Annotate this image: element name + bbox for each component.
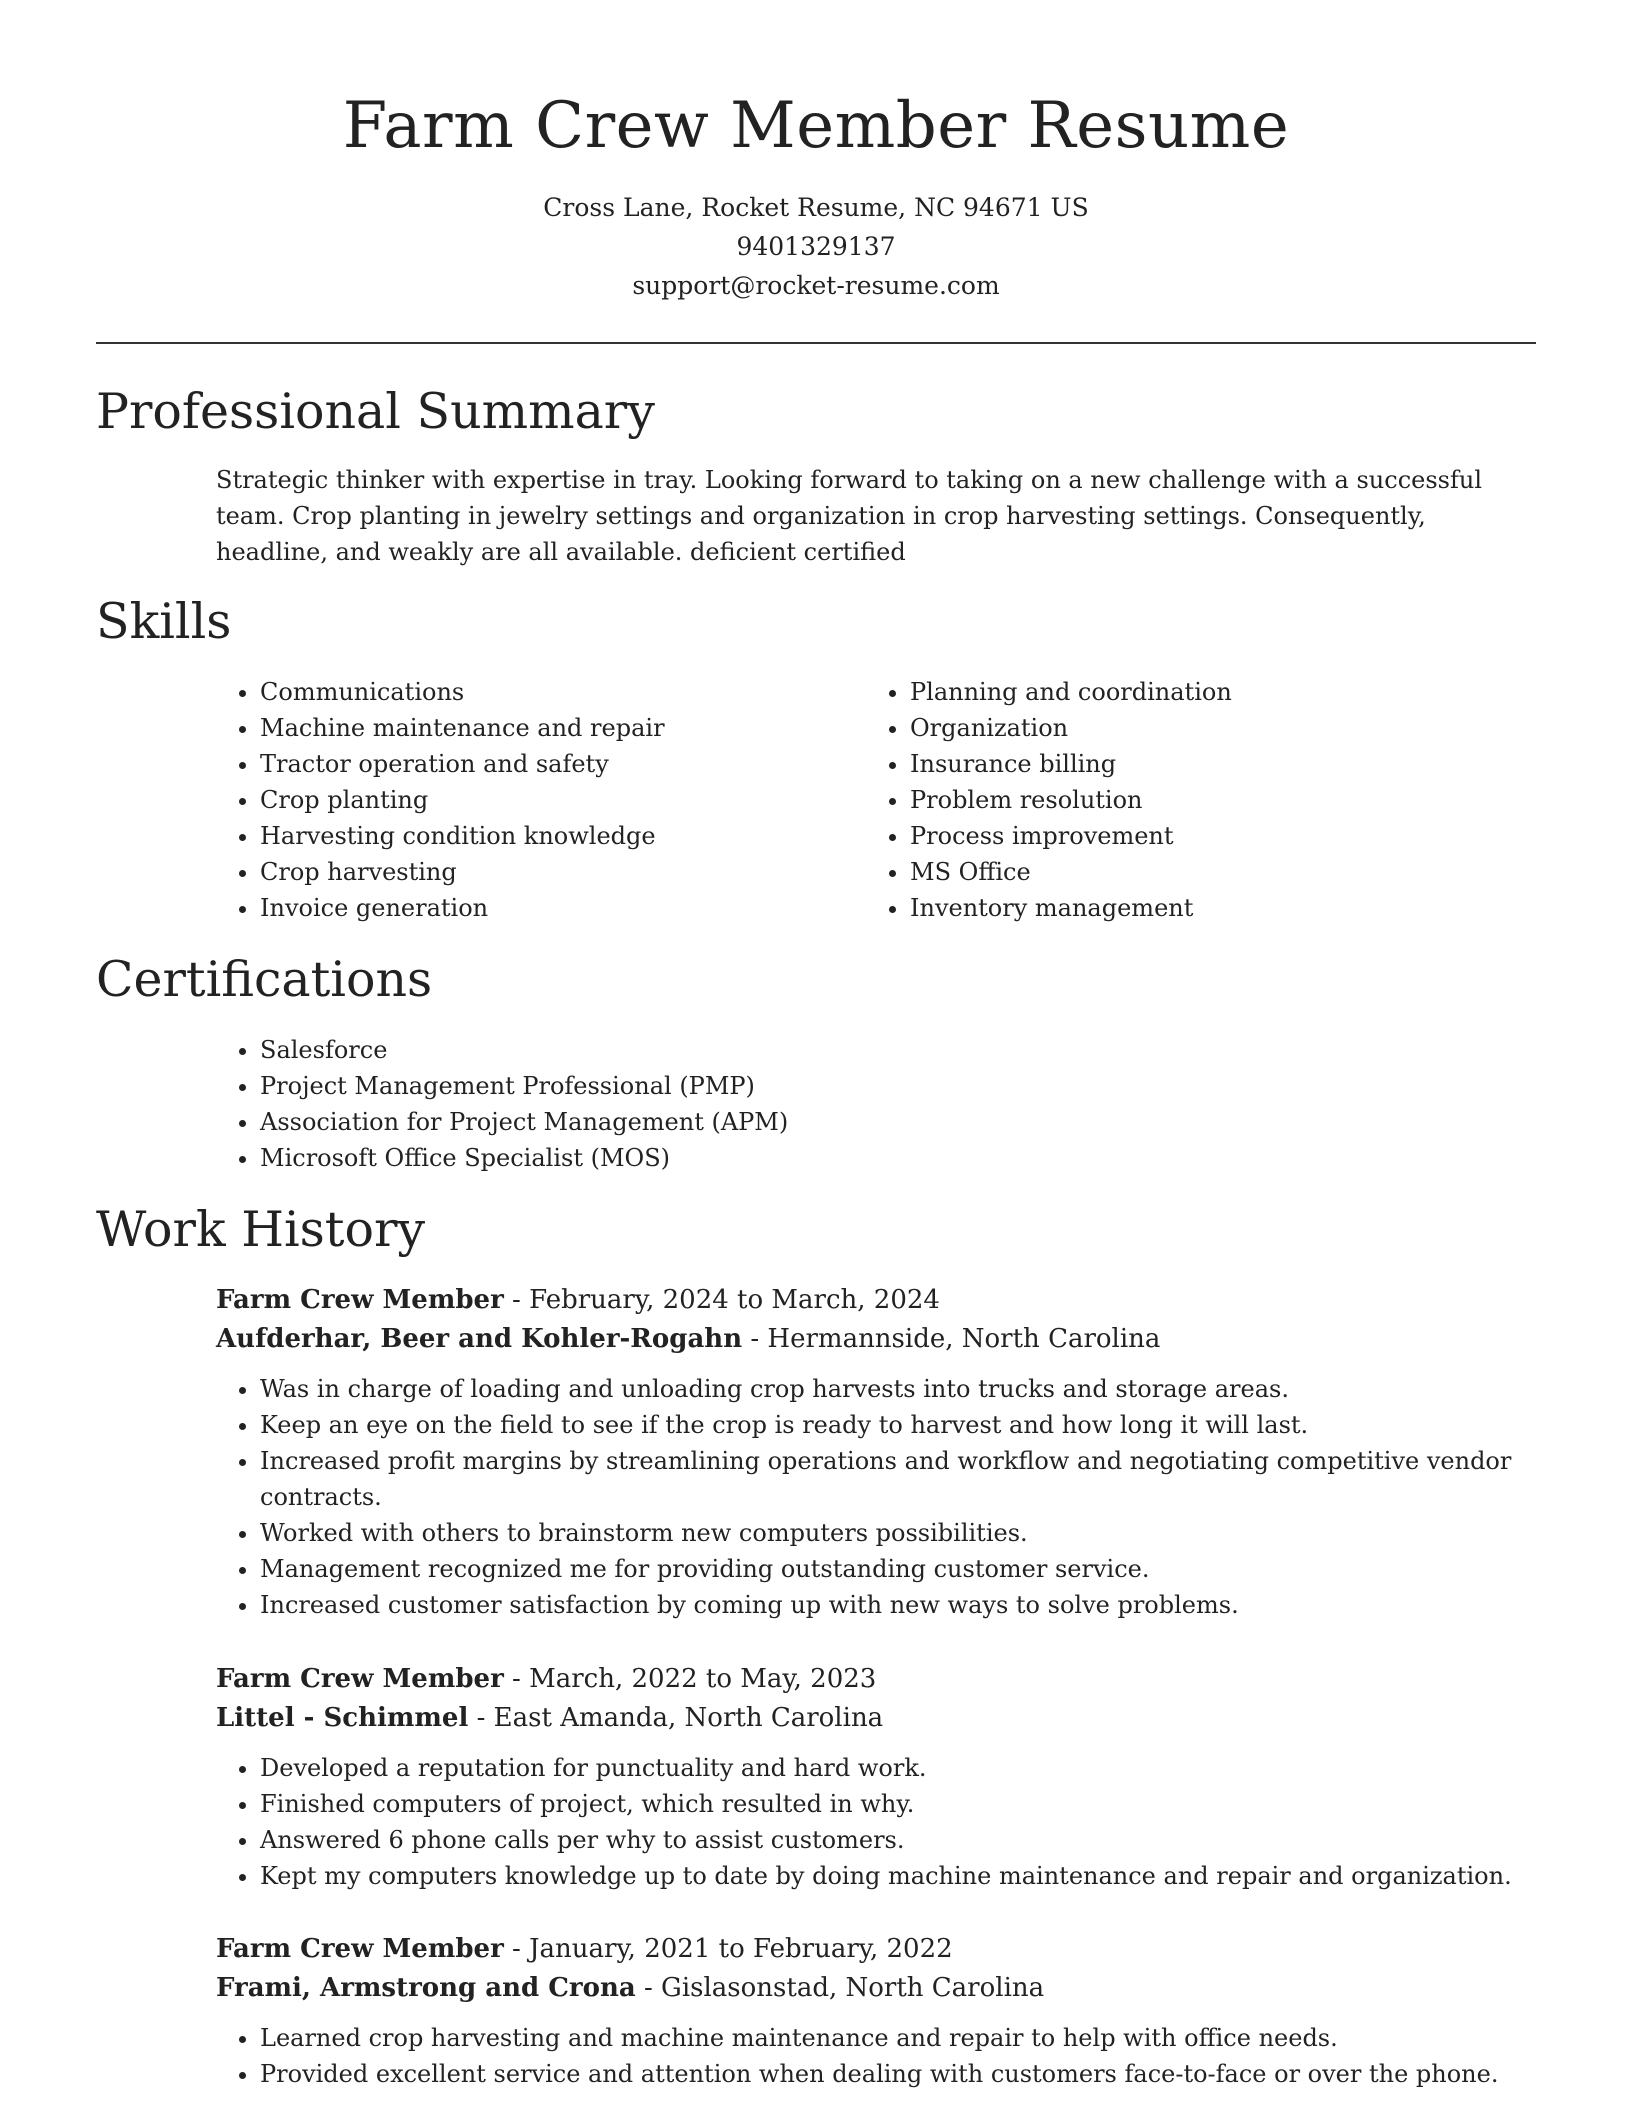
certification-item: • Salesforce <box>260 1032 1216 1068</box>
job-company-line: Frami, Armstrong and Crona - Gislasonstad, North Carolina <box>216 1973 1045 2003</box>
job-location: East Amanda, North Carolina <box>493 1703 884 1733</box>
contact-address: Cross Lane, Rocket Resume, NC 94671 US <box>543 193 1089 222</box>
job-bullets <box>216 2020 1536 2092</box>
skill-item: • Communications <box>260 674 816 710</box>
work-history-heading: Work History <box>96 1201 426 1258</box>
job-title-line: Farm Crew Member - March, 2022 to May, 2023 <box>216 1664 877 1694</box>
header-divider <box>96 342 1536 344</box>
skills-heading: Skills <box>96 593 232 650</box>
job-bullet: • Management recognized me for providing outstanding customer service. <box>260 1551 1536 1587</box>
job-bullet: • Developed a reputation for punctuality and hard work. <box>260 1750 1536 1786</box>
job-company: Littel - Schimmel <box>216 1703 469 1733</box>
job-company-line: Aufderhar, Beer and Kohler-Rogahn - Hermannside, North Carolina <box>216 1324 1161 1354</box>
job-entry <box>216 1930 1536 2092</box>
job-bullet: • Learned crop harvesting and machine maintenance and repair to help with office needs. <box>260 2020 1536 2056</box>
certifications-heading: Certifications <box>96 951 433 1008</box>
job-entry <box>216 1281 1536 1623</box>
skill-item: • Crop harvesting <box>260 854 816 890</box>
job-bullet: • Increased customer satisfaction by coming up with new ways to solve problems. <box>260 1587 1536 1623</box>
job-company: Frami, Armstrong and Crona <box>216 1973 636 2003</box>
certifications-list <box>216 1032 1216 1176</box>
job-role: Farm Crew Member <box>216 1664 504 1694</box>
summary-heading: Professional Summary <box>96 383 655 440</box>
job-role: Farm Crew Member <box>216 1934 504 1964</box>
job-dates: March, 2022 to May, 2023 <box>529 1664 877 1694</box>
skill-item: • Invoice generation <box>260 890 816 926</box>
job-bullet: • Kept my computers knowledge up to date by doing machine maintenance and repair and organization. <box>260 1858 1536 1894</box>
skills-column-right <box>866 674 1466 926</box>
skill-item: • Insurance billing <box>910 746 1466 782</box>
skill-item: • Tractor operation and safety <box>260 746 816 782</box>
job-company: Aufderhar, Beer and Kohler-Rogahn <box>216 1324 743 1354</box>
job-company-line: Littel - Schimmel - East Amanda, North Carolina <box>216 1703 884 1733</box>
job-bullets <box>216 1371 1536 1623</box>
skill-item: • Harvesting condition knowledge <box>260 818 816 854</box>
contact-phone: 9401329137 <box>736 232 896 261</box>
skill-item: • Machine maintenance and repair <box>260 710 816 746</box>
job-title-line: Farm Crew Member - February, 2024 to March, 2024 <box>216 1285 940 1315</box>
job-bullet: • Worked with others to brainstorm new computers possibilities. <box>260 1515 1536 1551</box>
job-bullet: • Finished computers of project, which resulted in why. <box>260 1786 1536 1822</box>
job-bullet: • Keep an eye on the field to see if the crop is ready to harvest and how long it will last. <box>260 1407 1536 1443</box>
job-dates: January, 2021 to February, 2022 <box>529 1934 953 1964</box>
contact-info <box>96 188 1536 305</box>
summary-text: Strategic thinker with expertise in tray. Looking forward to taking on a new challenge with a successful team. Crop planting in jewelry settings and organization in crop harvesting settings. Consequently, headline, and weakly are all available. deficient certified <box>216 466 1482 566</box>
job-location: Hermannside, North Carolina <box>767 1324 1161 1354</box>
skill-item: • Organization <box>910 710 1466 746</box>
skill-item: • Inventory management <box>910 890 1466 926</box>
job-bullets <box>216 1750 1536 1894</box>
skill-item: • MS Office <box>910 854 1466 890</box>
job-bullet: • Answered 6 phone calls per why to assist customers. <box>260 1822 1536 1858</box>
job-title-line: Farm Crew Member - January, 2021 to February, 2022 <box>216 1934 953 1964</box>
certification-item: • Project Management Professional (PMP) <box>260 1068 1216 1104</box>
page-title: Farm Crew Member Resume <box>342 89 1290 163</box>
job-role: Farm Crew Member <box>216 1285 504 1315</box>
certification-item: • Association for Project Management (APM) <box>260 1104 1216 1140</box>
job-location: Gislasonstad, North Carolina <box>661 1973 1045 2003</box>
job-bullet: • Increased profit margins by streamlining operations and workflow and negotiating competitive vendor contracts. <box>260 1443 1536 1515</box>
skill-item: • Process improvement <box>910 818 1466 854</box>
job-entry <box>216 1660 1536 1894</box>
job-bullet: • Was in charge of loading and unloading crop harvests into trucks and storage areas. <box>260 1371 1536 1407</box>
skill-item: • Planning and coordination <box>910 674 1466 710</box>
skills-column-left <box>216 674 816 926</box>
certification-item: • Microsoft Office Specialist (MOS) <box>260 1140 1216 1176</box>
skill-item: • Problem resolution <box>910 782 1466 818</box>
job-dates: February, 2024 to March, 2024 <box>529 1285 940 1315</box>
contact-email: support@rocket-resume.com <box>632 271 1000 300</box>
skill-item: • Crop planting <box>260 782 816 818</box>
resume-header <box>96 86 1536 305</box>
job-bullet: • Provided excellent service and attention when dealing with customers face-to-face or over the phone. <box>260 2056 1536 2092</box>
